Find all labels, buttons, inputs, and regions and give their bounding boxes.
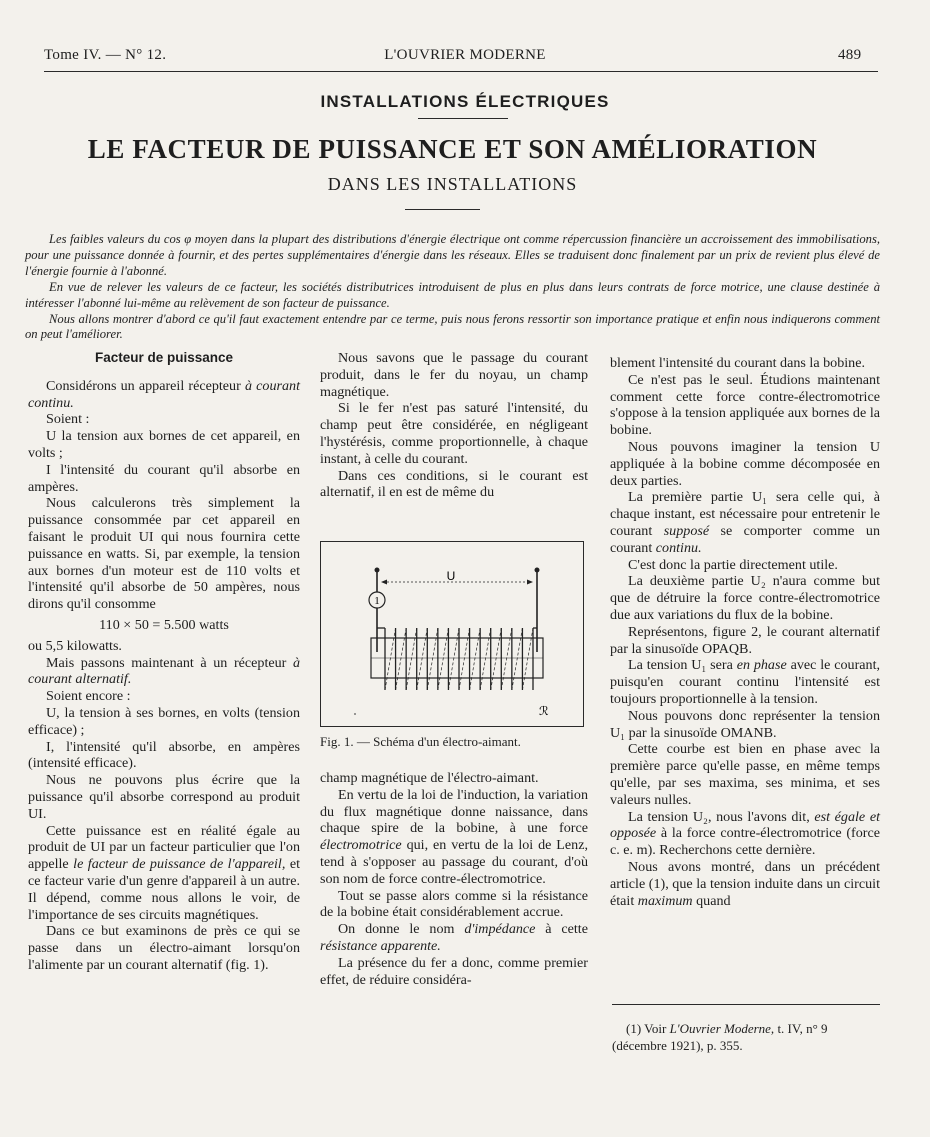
paragraph: I l'intensité du courant qu'il absorbe en ampères. (28, 461, 300, 495)
formula: 110 × 50 = 5.500 watts (99, 616, 229, 633)
text-run: à cette (535, 921, 588, 938)
italic-text: L'Ouvrier Moderne, (669, 1021, 775, 1036)
coil-back-turn (448, 628, 459, 690)
paragraph: U la tension aux bornes de cet appareil, en volts ; (28, 428, 300, 461)
text-run: t. IV, n° 9 (décembre 1921), p. 355. (612, 1021, 828, 1053)
text-run: La première partie U₁ sera celle qui, à chaque instant, est nécessaire pour entretenir le courant (610, 489, 880, 539)
footnote-rule (612, 1004, 880, 1005)
coil-windings (377, 628, 537, 690)
coil-back-turn (417, 628, 428, 690)
coil-back-turn (459, 628, 470, 690)
text-run: On donne le nom (338, 921, 465, 938)
title-rule (405, 209, 480, 210)
paragraph: Si le fer n'est pas saturé l'intensité, du champ peut être considérée, en négligeant l'hystérésis, comme proportionnelle, à chaque instant, à celle du courant. (320, 400, 588, 467)
text-run: qui, en vertu de la loi de Lenz, tend à s'opposer au passage du courant, d'où son nom de force contre-électromotrice. (320, 837, 588, 887)
paragraph: I, l'intensité qu'il absorbe, en ampères (intensité efficace). (28, 738, 300, 772)
text-run: En vertu de la loi de l'induction, la variation du flux magnétique donne naissance, dans chaque spire de la bobine, à une force (320, 786, 588, 837)
section-title-rule (418, 118, 508, 119)
coil-back-turn (501, 628, 512, 690)
text-run: quand (692, 892, 731, 909)
italic-text: d'impédance (464, 921, 536, 938)
label-u: U (446, 569, 456, 583)
paragraph: Dans ces conditions, si le courant est alternatif, il en est de même du (320, 467, 588, 501)
paragraph: champ magnétique de l'électro-aimant. (320, 770, 539, 786)
column-1 (28, 350, 300, 974)
figure-1 (320, 541, 584, 727)
column-3 (610, 355, 880, 909)
text-run: à la force contre-électromotrice (force c. e. m). Recherchons cette dernière. (610, 825, 880, 859)
paragraph: Tout se passe alors comme si la résistance de la bobine était considérablement accrue. (320, 887, 588, 921)
paragraph (610, 809, 880, 859)
paragraph (28, 378, 300, 412)
intro-paragraph: En vue de relever les valeurs de ce facteur, les sociétés distributrices introduisent de plus en plus dans leurs contrats de force motrice, une clause destinée à intéresser l'abonné lui-même au relèvement de son facteur de puissance. (25, 279, 880, 310)
italic-text: électromotrice (320, 837, 402, 854)
italic-text: à courant continu. (28, 377, 300, 411)
italic-text: maximum (637, 892, 693, 909)
paragraph: Soient encore : (46, 688, 131, 705)
paragraph (610, 859, 880, 909)
paragraph: Nous pouvons donc représenter la tension U₁ par la sinusoïde OMANB. (610, 707, 880, 741)
flux-symbol: ℛ (539, 704, 549, 718)
coil-back-turn (522, 628, 533, 690)
paragraph: Nous calculerons très simplement la puissance consommée par cet appareil en faisant le produit UI qui nous fournira cette puissance en watts. Si, par exemple, la tension aux bornes d'un moteur est de 110 volts et l'intensité qu'il absorbe de 50 ampères, nous dirons qu'il consomme (28, 495, 300, 613)
paragraph: U, la tension à ses bornes, en volts (tension efficace) ; (28, 704, 300, 738)
text-run: (1) Voir (626, 1021, 670, 1036)
paragraph (610, 489, 880, 556)
coil-back-turn (512, 628, 523, 690)
paragraph: blement l'intensité du courant dans la bobine. (610, 355, 865, 371)
section-title: INSTALLATIONS ÉLECTRIQUES (320, 92, 610, 111)
intro-paragraph: Nous allons montrer d'abord ce qu'il faut exactement entendre par ce terme, puis nous ferons ressortir son importance pratique et enfin nous indiquerons comment on peut l'améliorer. (25, 311, 880, 342)
figure-caption: Fig. 1. — Schéma d'un électro-aimant. (320, 734, 521, 749)
paragraph (28, 655, 300, 689)
italic-text: supposé (663, 522, 710, 539)
coil-back-turn (406, 628, 417, 690)
paragraph (28, 823, 300, 924)
paragraph: La deuxième partie U₂ n'aura comme but que de détruire la force contre-électromotrice due aux variations du flux de la bobine. (610, 573, 880, 623)
paragraph: Nous pouvons imaginer la tension U appliquée à la bobine comme décomposée en deux parties. (610, 438, 880, 489)
coil-back-turn (396, 628, 407, 690)
italic-text: à courant alternatif. (28, 654, 300, 688)
text-run: La tension U₂, nous l'avons dit, (628, 808, 815, 825)
paragraph: Nous ne pouvons plus écrire que la puissance qu'il absorbe correspond au produit UI. (28, 772, 300, 822)
arrow-head-right (527, 580, 533, 585)
footnote (612, 1020, 880, 1054)
paragraph (320, 921, 588, 955)
coil-back-turn (480, 628, 491, 690)
text-run: avec le courant, puisqu'en courant continu l'intensité est toujours proportionnelle à la tension. (610, 657, 881, 707)
left-terminal (375, 568, 380, 573)
paragraph (320, 787, 588, 888)
text-run: se comporter comme un courant (610, 522, 880, 556)
italic-text: le facteur de puissance de l'appareil, (73, 856, 286, 873)
right-terminal (535, 568, 540, 573)
running-header-journal: L'OUVRIER MODERNE (384, 47, 546, 63)
page-number: 489 (838, 47, 862, 63)
paragraph: C'est donc la partie directement utile. (628, 556, 838, 573)
paragraph: La présence du fer a donc, comme premier effet, de réduire considéra- (320, 954, 588, 988)
coil-back-turn (385, 628, 396, 690)
text-run: et ce facteur varie d'un genre d'appareil à un autre. Il dépend, comme nous allons le voir, de l'importance de ses circuits magnétiques. (28, 856, 300, 923)
column-2 (320, 350, 588, 501)
intro-paragraph: Les faibles valeurs du cos φ moyen dans la plupart des distributions d'énergie électrique ont comme répercussion financière un accroissement des immobilisations, pour une puissance donnée à fournir, et des pertes supplémentaires d'énergie dans les réseaux. Elles se traduisent donc finalement par un prix de revient plus élevé de l'énergie fournie à l'abonné. (25, 232, 880, 278)
header-rule (44, 71, 878, 72)
paragraph (610, 657, 880, 707)
paragraph: Dans ce but examinons de près ce qui se passe dans un électro-aimant lorsqu'on l'alimente par un courant alternatif (fig. 1). (28, 923, 300, 973)
column-2-continued (320, 770, 588, 988)
article-subtitle: DANS LES INSTALLATIONS (327, 174, 578, 194)
text-run: Mais passons maintenant à un récepteur (46, 654, 293, 671)
italic-text: résistance apparente. (320, 937, 441, 954)
coil-back-turn (438, 628, 449, 690)
label-1: 1 (374, 595, 380, 607)
coil-back-turn (427, 628, 438, 690)
column-heading: Facteur de puissance (94, 350, 234, 365)
electromagnet-diagram (321, 542, 583, 726)
paragraph: Cette courbe est bien en phase avec la première parce qu'elle passe, en même temps qu'elle, par ses maxima, ses minima, et ses valeurs nulles. (610, 741, 880, 808)
article-intro (25, 232, 880, 343)
italic-text: est égale et opposée (610, 808, 880, 842)
coil-back-turn (491, 628, 502, 690)
italic-text: en phase (736, 657, 787, 674)
paragraph: Soient : (46, 411, 90, 428)
paragraph: Nous savons que le passage du courant produit, dans le fer du noyau, un champ magnétique. (320, 350, 588, 400)
footnote-text (612, 1020, 880, 1054)
paragraph: Ce n'est pas le seul. Étudions maintenant comment cette force contre-électromotrice s'oppose à la tension appliquée aux bornes de la bobine. (610, 371, 880, 439)
text-run: Nous avons montré, dans un précédent article (1), que la tension induite dans un circuit était (610, 858, 880, 909)
text-run: Cette puissance est en réalité égale au produit de UI par un facteur particulier que l'on appelle (28, 822, 300, 873)
article-title: LE FACTEUR DE PUISSANCE ET SON AMÉLIORATION (87, 134, 818, 164)
paragraph: Représentons, figure 2, le courant alternatif par la sinusoïde OPAQB. (610, 623, 880, 657)
arrow-head-left (381, 580, 387, 585)
text-run: Considérons un appareil récepteur (46, 377, 245, 394)
coil-back-turn (470, 628, 481, 690)
paragraph: ou 5,5 kilowatts. (28, 637, 122, 654)
text-run: La tension U₁ sera (628, 657, 737, 674)
print-dot (354, 713, 356, 715)
italic-text: continu. (655, 539, 702, 556)
running-header-volume: Tome IV. — N° 12. (44, 47, 167, 63)
